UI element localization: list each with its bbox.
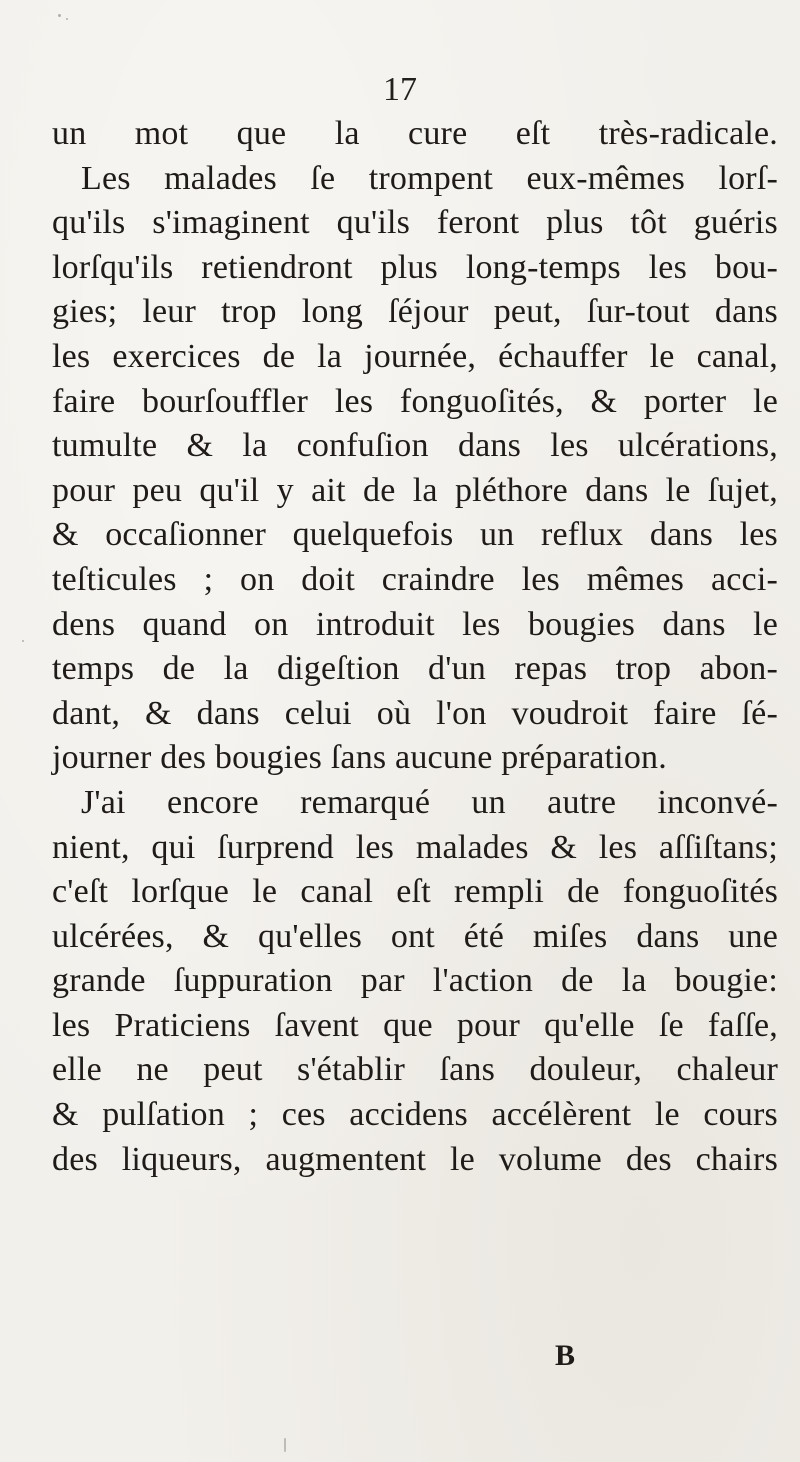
text-line: ulcérées, & qu'elles ont été miſes dans une [52,917,778,955]
paper-speck [66,18,68,20]
text-line: les Praticiens ſavent que pour qu'elle ſe faſſe, [52,1006,778,1044]
text-line: tumulte & la confuſion dans les ulcérations, [52,427,778,465]
text-line: Les malades ſe trompent eux-mêmes lorſ- [81,159,778,197]
text-line: grande ſuppuration par l'action de la bougie: [52,962,778,1000]
text-line: un mot que la cure eſt très-radicale. [52,115,778,152]
text-line: dens quand on introduit les bougies dans le [52,605,778,643]
text-line: temps de la digeſtion d'un repas trop abon- [52,650,778,688]
body-text [52,112,778,1182]
paper-speck [22,640,24,642]
text-line: pour peu qu'il y ait de la pléthore dans le ſujet, [52,471,778,509]
paper-speck [284,1438,286,1452]
text-line: elle ne peut s'établir ſans douleur, chaleur [52,1051,778,1089]
text-line: gies; leur trop long ſéjour peut, ſur-tout dans [52,293,778,331]
text-line: les exercices de la journée, échauffer le canal, [52,337,778,375]
text-line: faire bourſouffler les fonguoſités, & porter le [52,382,778,420]
text-line: & pulſation ; ces accidens accélèrent le cours [52,1096,778,1134]
signature-mark: B [554,1339,575,1372]
text-line: c'eſt lorſque le canal eſt rempli de fonguoſités [52,873,778,911]
text-line: J'ai encore remarqué un autre inconvé- [81,783,778,821]
text-line: qu'ils s'imaginent qu'ils feront plus tôt guéris [52,204,778,242]
text-line: nient, qui ſurprend les malades & les aſſiſtans; [52,828,778,866]
text-line: teſticules ; on doit craindre les mêmes acci- [52,560,778,598]
text-line: & occaſionner quelquefois un reflux dans les [52,516,778,554]
text-line: des liqueurs, augmentent le volume des chairs [52,1140,778,1178]
text-line: lorſqu'ils retiendront plus long-temps les bou- [52,248,778,286]
page-number: 17 [383,71,417,108]
paper-speck [58,14,61,17]
text-line: journer des bougies ſans aucune préparation. [52,739,667,777]
text-line: dant, & dans celui où l'on voudroit faire ſé- [52,694,778,732]
